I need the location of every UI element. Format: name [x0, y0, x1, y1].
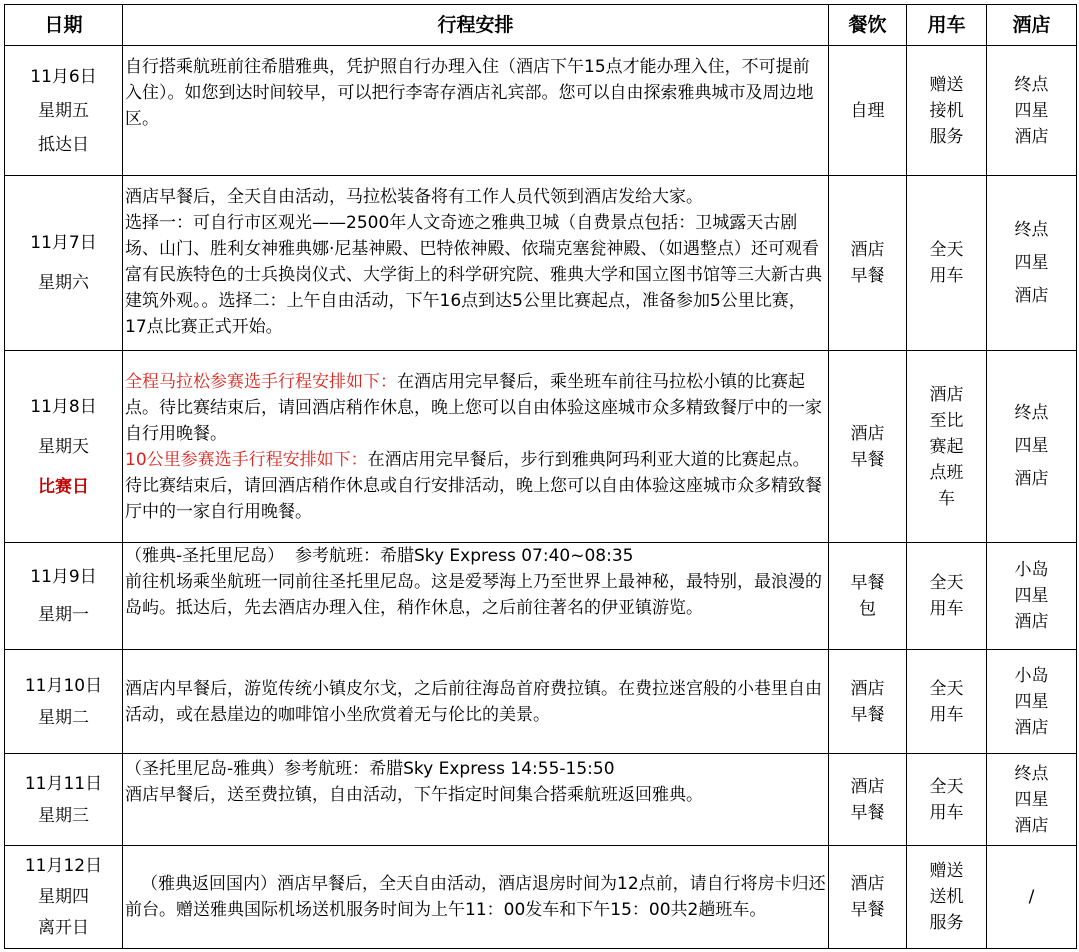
- meal-cell: 酒店 早餐: [829, 650, 907, 754]
- meal-cell: 酒店 早餐: [829, 176, 907, 351]
- table-row: [5, 846, 1077, 949]
- header-plan: 行程安排: [123, 5, 829, 46]
- plan-cell: [123, 650, 829, 754]
- date-cell: [5, 176, 123, 351]
- header-date: 日期: [5, 5, 123, 46]
- plan-text: 自行搭乘航班前往希腊雅典，凭护照自行办理入住（酒店下午15点才能办理入住，不可提前入住）。如您到达时间较早，可以把行李寄存酒店礼宾部。您可以自由探索雅典城市及周边地区。: [125, 57, 814, 129]
- plan-full-marathon: [125, 369, 826, 447]
- flight-text: （雅典-圣托里尼岛） 参考航班：希腊Sky Express 07:40~08:35: [125, 546, 634, 566]
- date-cell: [5, 543, 123, 650]
- table-row: [5, 650, 1077, 754]
- plan-cell: [123, 351, 829, 543]
- car-cell: 全天 用车: [907, 650, 987, 754]
- plan-text: 酒店早餐后，全天自由活动，马拉松装备将有工作人员代领到酒店发给大家。: [125, 187, 703, 207]
- hotel-cell: 终点 四星 酒店: [987, 46, 1077, 176]
- plan-cell: [123, 754, 829, 846]
- meal-cell: 酒店 早餐: [829, 754, 907, 846]
- hotel-cell: /: [987, 846, 1077, 949]
- plan-cell: [123, 846, 829, 949]
- 10k-label: 10公里参赛选手行程安排如下：: [125, 449, 368, 470]
- car-cell: 酒店 至比 赛起 点班 车: [907, 351, 987, 543]
- weekday-text: 星期三: [38, 805, 89, 826]
- weekday-text: 星期天: [38, 436, 89, 457]
- hotel-cell: 终点 四星 酒店: [987, 351, 1077, 543]
- date-text: 11月12日: [24, 855, 103, 876]
- date-cell: [5, 754, 123, 846]
- plan-10k: [125, 447, 826, 525]
- table-row: [5, 543, 1077, 650]
- date-cell: [5, 650, 123, 754]
- weekday-text: 星期一: [38, 605, 89, 625]
- header-row: [5, 5, 1077, 46]
- table-row: [5, 754, 1077, 846]
- plan-text: 酒店内早餐后，游览传统小镇皮尔戈，之后前往海岛首府费拉镇。在费拉迷宫般的小巷里自由活动，或在悬崖边的咖啡馆小坐欣赏着无与伦比的美景。: [125, 678, 822, 725]
- date-cell: [5, 351, 123, 543]
- 10k-text: 在酒店用完早餐后，步行到雅典阿玛利亚大道的比赛起点。待比赛结束后，请回酒店稍作休息或自行安排活动，晚上您可以自由体验这座城市众多精致餐厅中的一家自行用晚餐。: [125, 449, 822, 522]
- header-hotel: 酒店: [987, 5, 1077, 46]
- weekday-text: 星期五: [38, 100, 89, 121]
- header-meal: 餐饮: [829, 5, 907, 46]
- weekday-text: 星期六: [38, 273, 89, 293]
- car-cell: 赠送 送机 服务: [907, 846, 987, 949]
- meal-cell: 酒店 早餐: [829, 351, 907, 543]
- plan-text: 选择一：可自行市区观光——2500年人文奇迹之雅典卫城（自费景点包括：卫城露天古剧场、山门、胜利女神雅典娜·尼基神殿、巴特侬神殿、依瑞克塞瓮神殿、（如遇整点）还可观看富有民族特色的士兵换岗仪式、大学街上的科学研究院、雅典大学和国立图书馆等三大新古典建筑外观。。选择二：上午自由活动，下午16点到达5公里比赛起点，准备参加5公里比赛，17点比赛正式开始。: [125, 213, 822, 337]
- plan-text: （雅典返回国内）酒店早餐后，全天自由活动，酒店退房时间为12点前，请自行将房卡归还前台。赠送雅典国际机场送机服务时间为上午11：00发车和下午15：00共2趟班车。: [125, 874, 826, 920]
- itinerary-table: [4, 4, 1077, 949]
- header-car: 用车: [907, 5, 987, 46]
- weekday-text: 星期四: [38, 886, 89, 907]
- plan-text: 酒店早餐后，送至费拉镇，自由活动，下午指定时间集合搭乘航班返回雅典。: [125, 785, 703, 805]
- table-row: [5, 46, 1077, 176]
- table-row: [5, 176, 1077, 351]
- car-cell: 全天 用车: [907, 754, 987, 846]
- date-text: 11月6日: [30, 66, 97, 87]
- full-marathon-label: 全程马拉松参赛选手行程安排如下：: [125, 371, 397, 392]
- date-text: 11月10日: [24, 675, 103, 696]
- plan-cell: [123, 46, 829, 176]
- car-cell: 全天 用车: [907, 543, 987, 650]
- meal-cell: 自理: [829, 46, 907, 176]
- date-text: 11月7日: [30, 233, 97, 253]
- plan-text: 前往机场乘坐航班一同前往圣托里尼岛。这是爱琴海上乃至世界上最神秘，最特别，最浪漫的岛屿。抵达后，先去酒店办理入住，稍作休息，之后前往著名的伊亚镇游览。: [125, 572, 822, 618]
- hotel-cell: 终点 四星 酒店: [987, 176, 1077, 351]
- full-marathon-text: 在酒店用完早餐后，乘坐班车前往马拉松小镇的比赛起点。待比赛结束后，请回酒店稍作休息，晚上您可以自由体验这座城市众多精致餐厅中的一家自行用晚餐。: [125, 371, 822, 444]
- table-row: [5, 351, 1077, 543]
- date-text: 11月8日: [30, 396, 97, 417]
- date-cell: [5, 46, 123, 176]
- weekday-text: 星期二: [38, 707, 89, 728]
- date-text: 11月11日: [24, 773, 103, 794]
- flight-text: （圣托里尼岛-雅典）参考航班：希腊Sky Express 14:55-15:50: [125, 759, 615, 779]
- plan-cell: [123, 176, 829, 351]
- hotel-cell: 终点 四星 酒店: [987, 754, 1077, 846]
- race-day-text: 比赛日: [38, 476, 89, 497]
- hotel-cell: 小岛 四星 酒店: [987, 543, 1077, 650]
- car-cell: 全天 用车: [907, 176, 987, 351]
- date-cell: [5, 846, 123, 949]
- meal-cell: 酒店 早餐: [829, 846, 907, 949]
- day-type-text: 抵达日: [38, 134, 89, 155]
- hotel-cell: 小岛 四星 酒店: [987, 650, 1077, 754]
- meal-cell: 早餐 包: [829, 543, 907, 650]
- plan-cell: [123, 543, 829, 650]
- car-cell: 赠送 接机 服务: [907, 46, 987, 176]
- day-type-text: 离开日: [38, 917, 89, 938]
- date-text: 11月9日: [30, 567, 97, 587]
